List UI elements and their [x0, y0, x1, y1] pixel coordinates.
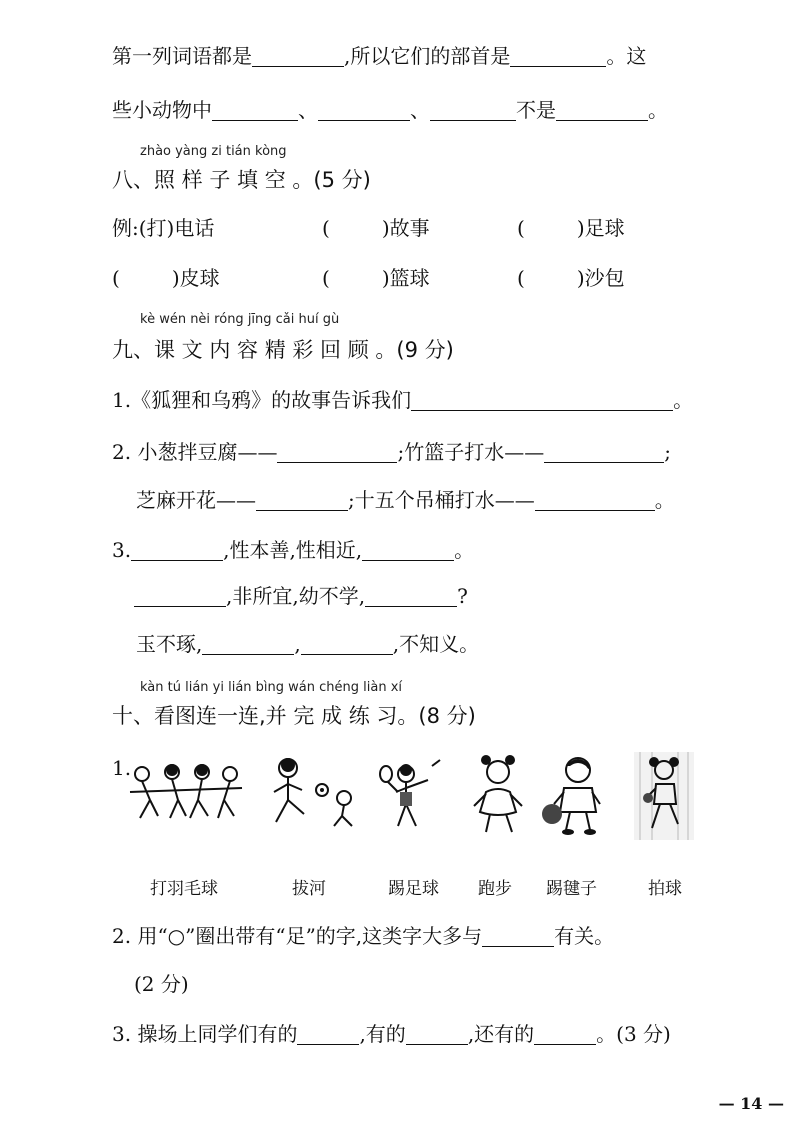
blank[interactable] [365, 586, 457, 607]
q9-sub-3-line-2: ,非所宜,幼不学, ? [134, 582, 468, 610]
q10-pinyin: kàn tú lián yi lián bìng wán chéng liàn xí [140, 680, 402, 695]
q9-sub-3-line-3: 玉不琢, , ,不知义。 [136, 632, 480, 656]
q10-sub-1-num: 1. [112, 756, 132, 780]
q8-title: 八、照 样 子 填 空 。(5 分) [112, 168, 371, 192]
blank[interactable] [556, 100, 648, 121]
blank[interactable] [202, 634, 294, 655]
blank[interactable] [482, 926, 554, 947]
blank[interactable] [212, 100, 298, 121]
blank[interactable] [411, 390, 673, 411]
caption-running[interactable]: 跑步 [478, 879, 512, 899]
blank[interactable] [430, 100, 516, 121]
blank[interactable] [134, 586, 226, 607]
caption-badminton[interactable]: 打羽毛球 [150, 879, 218, 899]
blank[interactable] [318, 100, 410, 121]
q8-row-1: 例:(打)电话 ( )故事 ( )足球 [112, 216, 625, 240]
caption-tug-of-war[interactable]: 拔河 [292, 879, 326, 899]
page-number: — 14 — [718, 1094, 784, 1113]
blank[interactable] [131, 540, 223, 561]
badminton-picture[interactable] [376, 752, 446, 832]
blank[interactable] [277, 442, 397, 463]
blank[interactable] [362, 540, 454, 561]
q8-pinyin: zhào yàng zi tián kòng [140, 144, 287, 159]
q8-row-2: ( )皮球 ( )篮球 ( )沙包 [112, 266, 625, 290]
blank[interactable] [252, 46, 344, 67]
q9-sub-3-line-1: 3. ,性本善,性相近, 。 [112, 538, 475, 562]
q9-sub-2-line-1: 2. 小葱拌豆腐—— ;竹篮子打水—— ; [112, 440, 671, 464]
blank[interactable] [256, 490, 348, 511]
q10-sub-2: 2. 用“○”圈出带有“足”的字,这类字大多与 有关。 [112, 924, 615, 948]
q7-line-1: 第一列词语都是 ,所以它们的部首是 。这 [112, 44, 647, 68]
bouncing-ball-picture[interactable] [540, 752, 608, 836]
caption-soccer[interactable]: 踢足球 [388, 879, 439, 899]
running-picture[interactable] [632, 752, 696, 840]
q7-line-2: 些小动物中 、 、 不是 。 [112, 98, 668, 122]
q9-title: 九、课 文 内 容 精 彩 回 顾 。(9 分) [112, 338, 454, 362]
q9-sub-2-line-2: 芝麻开花—— ;十五个吊桶打水—— 。 [136, 488, 675, 512]
q10-sub-3: 3. 操场上同学们有的 ,有的 ,还有的 。(3 分) [112, 1022, 671, 1046]
soccer-picture[interactable] [262, 752, 366, 832]
tug-of-war-picture[interactable] [128, 752, 244, 832]
shuttlecock-kicking-picture[interactable] [468, 752, 528, 836]
blank[interactable] [406, 1024, 468, 1045]
q10-title: 十、看图连一连,并 完 成 练 习。(8 分) [112, 704, 476, 728]
blank[interactable] [544, 442, 664, 463]
blank[interactable] [297, 1024, 359, 1045]
blank[interactable] [534, 1024, 596, 1045]
blank[interactable] [510, 46, 606, 67]
blank[interactable] [535, 490, 655, 511]
caption-bouncing-ball[interactable]: 拍球 [648, 879, 682, 899]
caption-shuttlecock[interactable]: 踢毽子 [546, 879, 597, 899]
q10-sub-2-score: (2 分) [134, 972, 189, 996]
q9-sub-1: 1.《狐狸和乌鸦》的故事告诉我们 。 [112, 388, 694, 412]
blank[interactable] [301, 634, 393, 655]
q9-pinyin: kè wén nèi róng jīng cǎi huí gù [140, 312, 340, 327]
